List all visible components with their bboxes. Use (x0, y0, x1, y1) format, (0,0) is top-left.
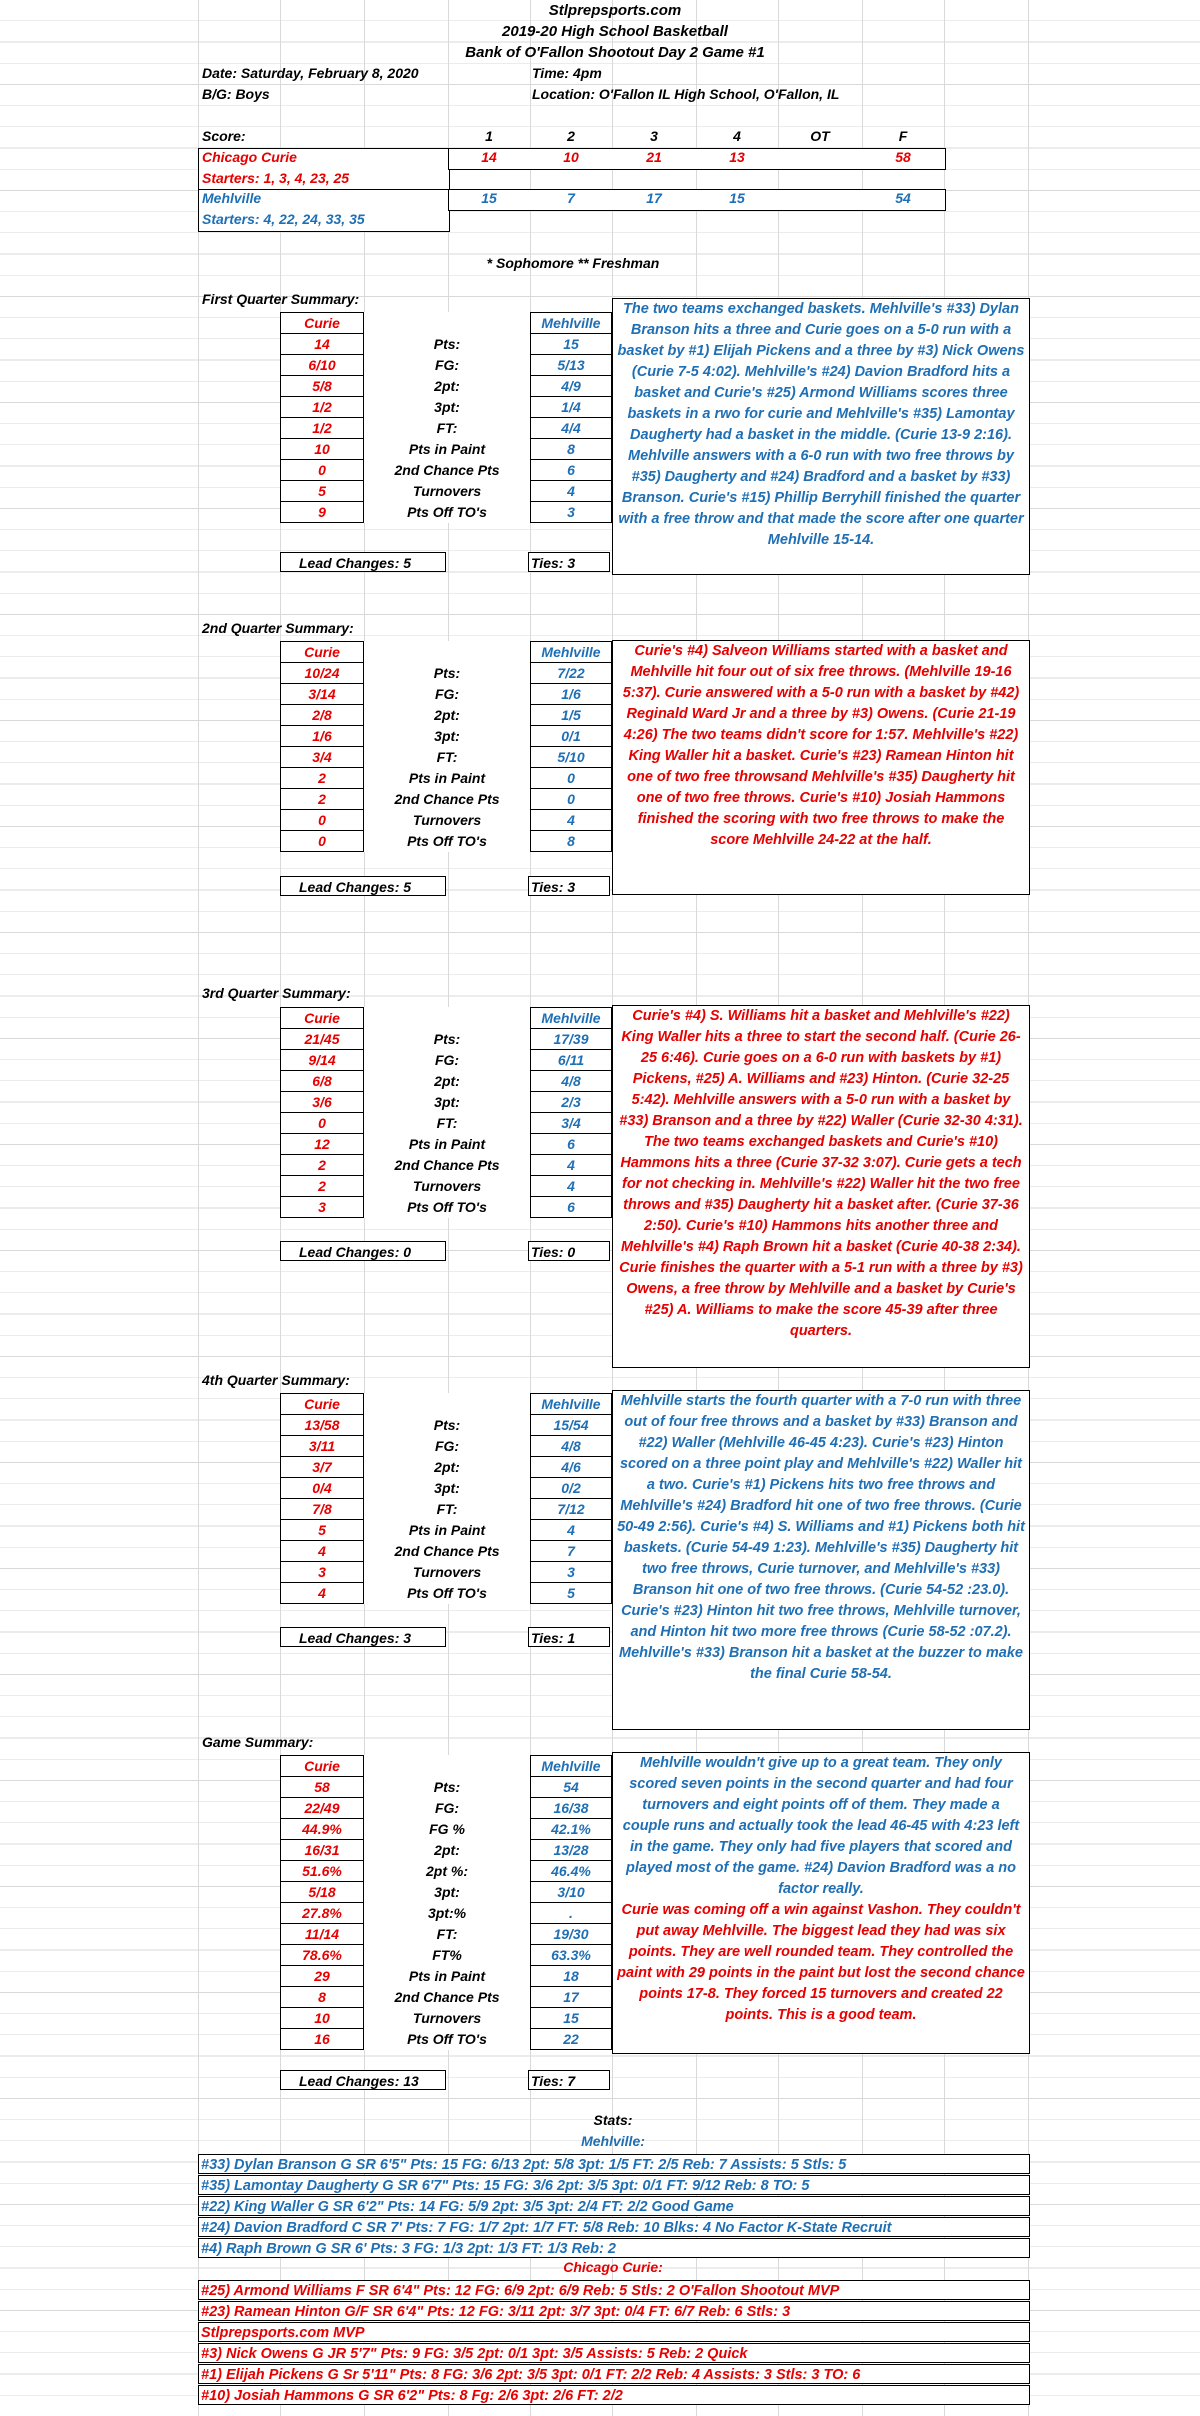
team-a-value: 16 (281, 2029, 364, 2050)
score-label: Score: (202, 128, 246, 144)
team-b-value: 46.4% (531, 1861, 612, 1882)
curie-q2: 10 (563, 149, 579, 165)
stats-title: Stats: (593, 2112, 633, 2128)
stat-label: 2pt: (434, 1842, 460, 1858)
team-b-value: 8 (531, 831, 612, 852)
team-b-value: 4/8 (531, 1436, 612, 1457)
mehlville-starters: Starters: 4, 22, 24, 33, 35 (202, 211, 365, 227)
team-b-value: 22 (531, 2029, 612, 2050)
site-title: Stlprepsports.com (548, 2, 682, 19)
curie-q4: 13 (729, 149, 745, 165)
team-b-value: 6 (531, 460, 612, 481)
stat-row (281, 1457, 612, 1478)
stat-label: Turnovers (412, 1564, 482, 1580)
team-b-value: 5 (531, 1583, 612, 1604)
stat-label: 2pt %: (426, 1863, 468, 1879)
lead-changes: Lead Changes: 3 (280, 1627, 446, 1647)
stat-row (281, 1798, 612, 1819)
label-header (364, 313, 531, 334)
curie-q1: 14 (481, 149, 497, 165)
team-b-value: 4 (531, 810, 612, 831)
stat-row (281, 1945, 612, 1966)
stat-row (281, 1478, 612, 1499)
stat-label: FG: (434, 1052, 460, 1068)
stat-row (281, 376, 612, 397)
player-stat-line: #22) King Waller G SR 6'2" Pts: 14 FG: 5/9 2pt: 3/5 3pt: 2/4 FT: 2/2 Good Game (198, 2196, 1030, 2216)
team-b-value: 3 (531, 502, 612, 523)
stat-label: Pts: (433, 1031, 461, 1047)
stat-label: 3pt: (434, 399, 460, 415)
stat-label: FG % (429, 1821, 465, 1837)
team-b-value: 16/38 (531, 1798, 612, 1819)
ties-count: Ties: 1 (528, 1627, 610, 1647)
game-time: Time: 4pm (532, 65, 602, 81)
stat-label: Pts: (433, 1417, 461, 1433)
lead-changes: Lead Changes: 13 (280, 2070, 446, 2090)
team-b-value: 0 (531, 789, 612, 810)
stat-label: 3pt:% (427, 1905, 467, 1921)
stat-row (281, 1113, 612, 1134)
team-b-value: 42.1% (531, 1819, 612, 1840)
team-b-value: 4/9 (531, 376, 612, 397)
stat-row (281, 747, 612, 768)
player-stat-line: #35) Lamontay Daugherty G SR 6'7" Pts: 15 FG: 3/6 2pt: 3/5 3pt: 0/1 FT: 9/12 Reb: 8 TO: 5 (198, 2175, 1030, 2195)
stat-label: Pts Off TO's (407, 1199, 487, 1215)
team-a-value: 10 (281, 439, 364, 460)
team-a-value: 5/18 (281, 1882, 364, 1903)
narrative-curie: Curie was coming off a win against Vashon. They couldn't put away Mehlville. The biggest lead they had was six points. They are well rounded team. They controlled the paint with 29 points in the paint but lost the second chance points 17-8. They forced 15 turnovers and created 22 points. This is a good team. (617, 1902, 1025, 2023)
stat-label: Pts Off TO's (407, 504, 487, 520)
team-a-value: 44.9% (281, 1819, 364, 1840)
stat-label: Pts in Paint (408, 441, 486, 457)
stat-row (281, 1987, 612, 2008)
location: Location: O'Fallon IL High School, O'Fallon, IL (532, 86, 840, 102)
mehlville-team-name: Mehlville (202, 190, 262, 206)
stats-table (280, 1755, 612, 2050)
team-a-value: 27.8% (281, 1903, 364, 1924)
team-b-value: 63.3% (531, 1945, 612, 1966)
team-a-value: 22/49 (281, 1798, 364, 1819)
lead-changes: Lead Changes: 5 (280, 876, 446, 896)
team-a-value: 8 (281, 1987, 364, 2008)
stat-row (281, 418, 612, 439)
stat-label: Turnovers (412, 2010, 482, 2026)
team-a-value: 0 (281, 810, 364, 831)
stat-row (281, 663, 612, 684)
team-a-value: 13/58 (281, 1415, 364, 1436)
team-a-value: 3 (281, 1562, 364, 1583)
stat-label: Pts Off TO's (407, 1585, 487, 1601)
stat-label: Turnovers (412, 1178, 482, 1194)
team-a-header: Curie (281, 642, 364, 663)
team-b-header: Mehlville (531, 1394, 612, 1415)
team-a-value: 5 (281, 1520, 364, 1541)
stat-row (281, 1134, 612, 1155)
team-b-value: 54 (531, 1777, 612, 1798)
curie-team-name: Chicago Curie (202, 149, 297, 165)
stat-row (281, 1520, 612, 1541)
stat-label: FT: (436, 1501, 458, 1517)
team-b-header: Mehlville (531, 1756, 612, 1777)
team-b-value: 7 (531, 1541, 612, 1562)
team-b-value: 4/8 (531, 1071, 612, 1092)
team-a-value: 1/6 (281, 726, 364, 747)
mehlville-stats-label: Mehlville: (581, 2133, 645, 2149)
team-b-value: 0/1 (531, 726, 612, 747)
stat-row (281, 1415, 612, 1436)
team-b-value: 6 (531, 1134, 612, 1155)
team-a-value: 7/8 (281, 1499, 364, 1520)
period-header: 3 (650, 128, 658, 144)
period-header: 4 (733, 128, 741, 144)
stat-label: 2pt: (434, 707, 460, 723)
stat-row (281, 1176, 612, 1197)
player-stat-line: #25) Armond Williams F SR 6'4" Pts: 12 FG: 6/9 2pt: 6/9 Reb: 5 Stls: 2 O'Fallon Shootout MVP (198, 2280, 1030, 2300)
stat-row (281, 1436, 612, 1457)
team-a-value: 2 (281, 789, 364, 810)
team-a-value: 0 (281, 1113, 364, 1134)
stat-row (281, 439, 612, 460)
team-a-value: 3 (281, 1197, 364, 1218)
player-stat-line: #10) Josiah Hammons G SR 6'2" Pts: 8 Fg: 2/6 3pt: 2/6 FT: 2/2 (198, 2385, 1030, 2405)
team-b-value: 15/54 (531, 1415, 612, 1436)
narrative-mehlville: Mehlville wouldn't give up to a great team. They only scored seven points in the second quarter and had four turnovers and eight points off of them. They made a couple runs and actually took the lead 46-45 with 4:23 left in the game. They only had five players that scored and played most of the game. #24) Davion Bradford was a no factor really. (622, 1755, 1020, 1897)
stat-label: 2nd Chance Pts (394, 1989, 500, 2005)
player-stat-line: #3) Nick Owens G JR 5'7" Pts: 9 FG: 3/5 2pt: 0/1 3pt: 3/5 Assists: 5 Reb: 2 Quick (198, 2343, 1030, 2363)
player-stat-line: #4) Raph Brown G SR 6' Pts: 3 FG: 1/3 2pt: 1/3 FT: 1/3 Reb: 2 (198, 2238, 1030, 2258)
stats-table (280, 1393, 612, 1604)
stat-row (281, 1541, 612, 1562)
team-a-value: 1/2 (281, 418, 364, 439)
stat-label: FG: (434, 1438, 460, 1454)
curie-q3: 21 (646, 149, 662, 165)
team-a-value: 0 (281, 831, 364, 852)
team-b-value: 18 (531, 1966, 612, 1987)
team-a-value: 78.6% (281, 1945, 364, 1966)
stat-row (281, 1966, 612, 1987)
team-b-value: 7/12 (531, 1499, 612, 1520)
stat-label: Pts in Paint (408, 1968, 486, 1984)
team-b-value: . (531, 1903, 612, 1924)
section-title: 4th Quarter Summary: (202, 1372, 350, 1388)
team-a-header: Curie (281, 1394, 364, 1415)
team-a-value: 3/7 (281, 1457, 364, 1478)
stat-label: 2nd Chance Pts (394, 791, 500, 807)
curie-starters: Starters: 1, 3, 4, 23, 25 (202, 170, 350, 186)
team-a-value: 16/31 (281, 1840, 364, 1861)
team-a-value: 3/4 (281, 747, 364, 768)
stat-row (281, 2008, 612, 2029)
team-b-value: 3 (531, 1562, 612, 1583)
team-a-value: 5 (281, 481, 364, 502)
stat-row (281, 789, 612, 810)
section-title: 2nd Quarter Summary: (202, 620, 354, 636)
team-a-value: 6/10 (281, 355, 364, 376)
stat-label: Pts: (433, 1779, 461, 1795)
team-a-value: 14 (281, 334, 364, 355)
team-a-value: 0/4 (281, 1478, 364, 1499)
team-b-value: 1/5 (531, 705, 612, 726)
stat-label: Pts in Paint (408, 770, 486, 786)
stat-row (281, 1903, 612, 1924)
player-stat-line: #24) Davion Bradford C SR 7' Pts: 7 FG: 1/7 2pt: 1/7 FT: 5/8 Reb: 10 Blks: 4 No Factor K-State Recruit (198, 2217, 1030, 2237)
team-a-value: 0 (281, 460, 364, 481)
team-a-value: 9 (281, 502, 364, 523)
stat-label: 2nd Chance Pts (394, 462, 500, 478)
team-a-header: Curie (281, 1008, 364, 1029)
team-a-header: Curie (281, 1756, 364, 1777)
player-stat-line: Stlprepsports.com MVP (198, 2322, 1030, 2342)
narrative-text: Curie's #4) S. Williams hit a basket and Mehlville's #22) King Waller hits a three to start the second half. (Curie 26-25 6:46). Curie goes on a 6-0 run with baskets by #1) Pickens, #25) A. Williams and #23) Hinton. (Curie 32-25 5:42). Mehlville answers with a 5-0 run with a basket by #33) Branson and a three by #22) Waller (Curie 32-30 4:31). The two teams exchanged baskets and Curie's #10) Hammons hits a three (Curie 37-32 3:07). Curie gets a tech for not checking in. Mehlville's #22) Waller hit the two free throws and #35) Daugherty hit a basket after. (Curie 37-36 2:50). Curie's #10) Hammons hits another three and Mehlville's #4) Raph Brown hit a basket (Curie 40-38 2:34). Curie finishes the quarter with a 5-1 run with a three by #3) Owens, a free throw by Mehlville and a basket by Curie's #25) A. Williams to make the score 45-39 after three quarters. (619, 1008, 1023, 1339)
team-b-value: 4/6 (531, 1457, 612, 1478)
period-header: 2 (567, 128, 575, 144)
ties-count: Ties: 3 (528, 876, 610, 896)
mehlville-final: 54 (895, 190, 911, 206)
team-a-value: 2 (281, 1155, 364, 1176)
team-b-value: 15 (531, 334, 612, 355)
team-b-value: 1/4 (531, 397, 612, 418)
team-a-value: 1/2 (281, 397, 364, 418)
stat-row (281, 1499, 612, 1520)
stat-label: 2pt: (434, 1459, 460, 1475)
team-a-header: Curie (281, 313, 364, 334)
team-b-value: 1/6 (531, 684, 612, 705)
stat-label: FG: (434, 686, 460, 702)
stat-label: FT% (432, 1947, 462, 1963)
narrative-box (612, 1005, 1030, 1368)
stat-label: FT: (436, 1115, 458, 1131)
curie-stats-label: Chicago Curie: (563, 2259, 663, 2275)
stat-row (281, 768, 612, 789)
team-b-value: 6/11 (531, 1050, 612, 1071)
class-note: * Sophomore ** Freshman (486, 255, 660, 271)
period-header: F (898, 128, 908, 144)
team-a-value: 4 (281, 1583, 364, 1604)
stat-label: FT: (436, 1926, 458, 1942)
team-b-header: Mehlville (531, 313, 612, 334)
team-b-value: 4 (531, 481, 612, 502)
team-b-value: 15 (531, 2008, 612, 2029)
stat-label: Pts: (433, 665, 461, 681)
gender: B/G: Boys (202, 86, 270, 102)
team-b-value: 19/30 (531, 1924, 612, 1945)
mehlville-q2: 7 (567, 190, 575, 206)
game-date: Date: Saturday, February 8, 2020 (202, 65, 419, 81)
label-header (364, 1756, 531, 1777)
team-a-value: 9/14 (281, 1050, 364, 1071)
team-b-value: 5/13 (531, 355, 612, 376)
team-b-value: 6 (531, 1197, 612, 1218)
ties-count: Ties: 0 (528, 1241, 610, 1261)
stats-table (280, 641, 612, 852)
team-b-value: 4 (531, 1155, 612, 1176)
team-b-header: Mehlville (531, 1008, 612, 1029)
stat-label: 3pt: (434, 1884, 460, 1900)
stat-row (281, 1071, 612, 1092)
ties-count: Ties: 3 (528, 552, 610, 572)
stat-label: Turnovers (412, 812, 482, 828)
ties-count: Ties: 7 (528, 2070, 610, 2090)
team-a-value: 4 (281, 1541, 364, 1562)
team-a-value: 21/45 (281, 1029, 364, 1050)
stat-label: FT: (436, 420, 458, 436)
stat-row (281, 355, 612, 376)
stat-row (281, 1092, 612, 1113)
narrative-box (612, 1752, 1030, 2054)
season-title: 2019-20 High School Basketball (502, 23, 728, 40)
stat-row (281, 1155, 612, 1176)
stat-label: Pts: (433, 336, 461, 352)
stats-table (280, 312, 612, 523)
narrative-box (612, 640, 1030, 895)
stat-label: Turnovers (412, 483, 482, 499)
stat-label: 2pt: (434, 1073, 460, 1089)
stat-row (281, 460, 612, 481)
section-title: First Quarter Summary: (202, 291, 360, 307)
stat-row (281, 810, 612, 831)
team-b-value: 7/22 (531, 663, 612, 684)
team-a-value: 6/8 (281, 1071, 364, 1092)
stat-label: 3pt: (434, 728, 460, 744)
stat-row (281, 1050, 612, 1071)
stat-row (281, 1861, 612, 1882)
stat-label: FT: (436, 749, 458, 765)
stat-row (281, 481, 612, 502)
player-stat-line: #33) Dylan Branson G SR 6'5" Pts: 15 FG: 6/13 2pt: 5/8 3pt: 1/5 FT: 2/5 Reb: 7 Assists: 5 Stls: 5 (198, 2154, 1030, 2174)
team-b-value: 0/2 (531, 1478, 612, 1499)
team-a-value: 3/11 (281, 1436, 364, 1457)
narrative-box (612, 1390, 1030, 1730)
stat-row (281, 1029, 612, 1050)
stat-label: 3pt: (434, 1094, 460, 1110)
team-b-header: Mehlville (531, 642, 612, 663)
stat-label: 2pt: (434, 378, 460, 394)
label-header (364, 642, 531, 663)
section-title: 3rd Quarter Summary: (202, 985, 351, 1001)
team-a-value: 11/14 (281, 1924, 364, 1945)
stat-row (281, 1562, 612, 1583)
stat-label: FG: (434, 1800, 460, 1816)
mehlville-q4: 15 (729, 190, 745, 206)
team-a-value: 3/14 (281, 684, 364, 705)
team-b-value: 3/4 (531, 1113, 612, 1134)
stat-row (281, 1819, 612, 1840)
mehlville-q3: 17 (646, 190, 662, 206)
team-a-value: 12 (281, 1134, 364, 1155)
stat-label: Pts Off TO's (407, 2031, 487, 2047)
player-stat-line: #23) Ramean Hinton G/F SR 6'4" Pts: 12 FG: 3/11 2pt: 3/7 3pt: 0/4 FT: 6/7 Reb: 6 Stls: 3 (198, 2301, 1030, 2321)
narrative-text: Curie's #4) Salveon Williams started with a basket and Mehlville hit four out of six free throws. (Mehlville 19-16 5:37). Curie answered with a 5-0 run with a basket by #42) Reginald Ward Jr and a three by #3) Owens. (Curie 21-19 4:26) The two teams didn't score for 1:57. Mehlville's #22) King Waller hit a basket. Curie's #23) Ramean Hinton hit one of two free throwsand Mehlville's #35) Daugherty hit one of two free throws. Curie's #10) Josiah Hammons finished the scoring with two free throws to make the score Mehlville 24-22 at the half. (622, 643, 1020, 848)
team-a-value: 5/8 (281, 376, 364, 397)
lead-changes: Lead Changes: 5 (280, 552, 446, 572)
narrative-text: Mehlville starts the fourth quarter with a 7-0 run with three out of four free throws and a basket by #33) Branson and #22) Waller (Mehlville 46-45 4:23). Curie's #23) Hinton scored on a three point play and Mehlville's #22) Waller hit a two. Curie's #1) Pickens hits two free throws and Mehlville's #24) Bradford hit one of two free throws. (Curie 50-49 2:56). Curie's #4) S. Williams and #1) Pickens both hit baskets. (Curie 54-49 1:23). Mehlville's #35) Daugherty hit two free throws, Curie turnover, and Mehlville's #33) Branson hit one of two free throws. (Curie 54-52 :23.0). Curie's #23) Hinton hit two free throws, Mehlville turnover, and Hinton hit two more free throws (Curie 58-52 :07.2). Mehlville's #33) Branson hit a basket at the buzzer to make the final Curie 58-54. (617, 1393, 1025, 1682)
team-b-value: 4/4 (531, 418, 612, 439)
stat-row (281, 334, 612, 355)
team-a-value: 58 (281, 1777, 364, 1798)
label-header (364, 1394, 531, 1415)
stat-row (281, 705, 612, 726)
curie-final: 58 (895, 149, 911, 165)
team-a-value: 10/24 (281, 663, 364, 684)
stat-row (281, 1777, 612, 1798)
team-b-value: 8 (531, 439, 612, 460)
team-b-value: 0 (531, 768, 612, 789)
stat-row (281, 1924, 612, 1945)
section-title: Game Summary: (202, 1734, 314, 1750)
team-a-value: 2/8 (281, 705, 364, 726)
team-a-value: 3/6 (281, 1092, 364, 1113)
narrative-box (612, 298, 1030, 575)
stat-row (281, 1882, 612, 1903)
stat-label: Pts in Paint (408, 1136, 486, 1152)
stat-row (281, 726, 612, 747)
stat-label: Pts in Paint (408, 1522, 486, 1538)
label-header (364, 1008, 531, 1029)
team-b-value: 2/3 (531, 1092, 612, 1113)
stat-row (281, 831, 612, 852)
stat-row (281, 397, 612, 418)
team-b-value: 4 (531, 1520, 612, 1541)
mehlville-q1: 15 (481, 190, 497, 206)
team-a-value: 2 (281, 768, 364, 789)
team-a-value: 10 (281, 2008, 364, 2029)
stat-label: FG: (434, 357, 460, 373)
player-stat-line: #1) Elijah Pickens G Sr 5'11" Pts: 8 FG: 3/6 2pt: 3/5 3pt: 0/1 FT: 2/2 Reb: 4 Assists: 3 Stls: 3 TO: 6 (198, 2364, 1030, 2384)
team-b-value: 5/10 (531, 747, 612, 768)
period-header: 1 (485, 128, 493, 144)
event-title: Bank of O'Fallon Shootout Day 2 Game #1 (465, 44, 765, 61)
team-b-value: 3/10 (531, 1882, 612, 1903)
team-a-value: 29 (281, 1966, 364, 1987)
stat-label: 3pt: (434, 1480, 460, 1496)
team-a-value: 2 (281, 1176, 364, 1197)
stats-table (280, 1007, 612, 1218)
period-header: OT (810, 128, 830, 144)
stat-label: 2nd Chance Pts (394, 1157, 500, 1173)
lead-changes: Lead Changes: 0 (280, 1241, 446, 1261)
stat-label: Pts Off TO's (407, 833, 487, 849)
stat-row (281, 684, 612, 705)
team-a-value: 51.6% (281, 1861, 364, 1882)
stat-row (281, 1197, 612, 1218)
team-b-value: 13/28 (531, 1840, 612, 1861)
team-b-value: 17 (531, 1987, 612, 2008)
stat-row (281, 1583, 612, 1604)
stat-row (281, 1840, 612, 1861)
stat-label: 2nd Chance Pts (394, 1543, 500, 1559)
narrative-text: The two teams exchanged baskets. Mehlville's #33) Dylan Branson hits a three and Curie goes on a 5-0 run with a basket by #1) Elijah Pickens and a three by #3) Nick Owens (Curie 7-5 4:02). Mehlville's #24) Davion Bradford hits a basket and Curie's #25) Armond Williams scores three baskets in a rwo for curie and Mehlville's #35) Lamontay Daugherty had a basket in the middle. (Curie 13-9 2:16). Mehlville answers with a 6-0 run with two free throws by #35) Daugherty and #24) Bradford and a basket by #33) Branson. Curie's #15) Phillip Berryhill finished the quarter with a free throw and that made the score after one quarter Mehlville 15-14. (617, 301, 1025, 548)
stat-row (281, 2029, 612, 2050)
stat-row (281, 502, 612, 523)
team-b-value: 4 (531, 1176, 612, 1197)
team-b-value: 17/39 (531, 1029, 612, 1050)
